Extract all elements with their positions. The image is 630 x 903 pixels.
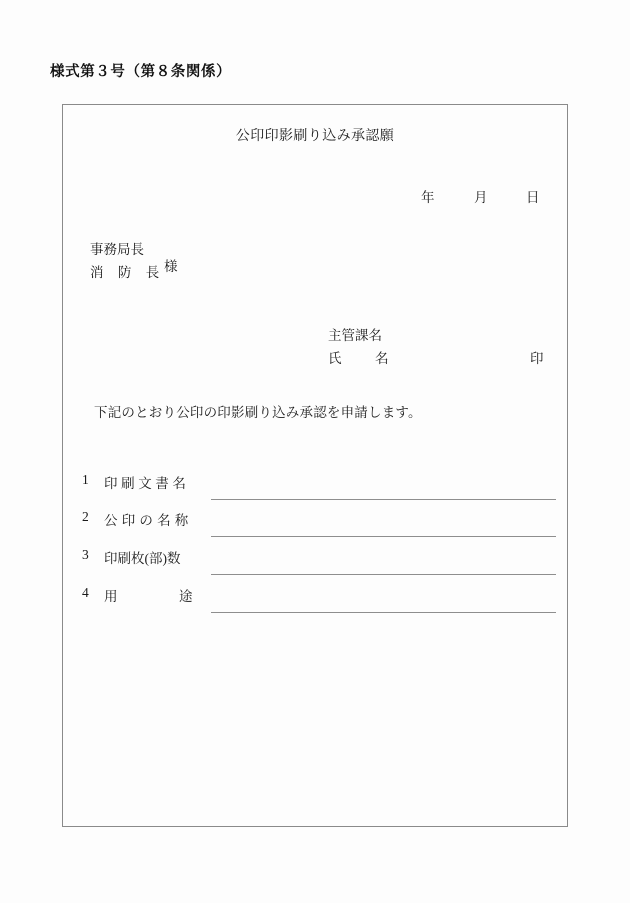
applicant-department-label: 主管課名 bbox=[328, 328, 382, 343]
item-write-in-rule[interactable] bbox=[211, 499, 556, 500]
item-write-in-rule[interactable] bbox=[211, 574, 556, 575]
item-write-in-rule[interactable] bbox=[211, 536, 556, 537]
date-year-label: 年 bbox=[421, 190, 435, 205]
item-label: 用 途 bbox=[104, 589, 217, 604]
date-month-label: 月 bbox=[474, 190, 488, 205]
addressee-honorific: 様 bbox=[164, 259, 178, 274]
page-title: 公印印影刷り込み承認願 bbox=[235, 129, 395, 144]
body-statement: 下記のとおり公印の印影刷り込み承認を申請します。 bbox=[94, 405, 422, 420]
form-border-box bbox=[62, 104, 568, 827]
list-item bbox=[63, 509, 567, 547]
list-item bbox=[63, 472, 567, 510]
item-write-in-rule[interactable] bbox=[211, 612, 556, 613]
item-label: 印刷文書名 bbox=[104, 476, 190, 491]
applicant-block bbox=[328, 324, 399, 370]
item-label: 公印の名称 bbox=[104, 513, 193, 528]
applicant-name-label: 氏 名 bbox=[328, 351, 399, 366]
addressee-line-fire-chief: 消 防 長 bbox=[90, 265, 165, 280]
item-number: 4 bbox=[82, 585, 89, 600]
seal-mark: 印 bbox=[530, 351, 544, 366]
item-label: 印刷枚(部)数 bbox=[104, 551, 181, 566]
addressee-block bbox=[90, 238, 165, 284]
item-number: 3 bbox=[82, 547, 89, 562]
item-number: 2 bbox=[82, 509, 89, 524]
date-day-label: 日 bbox=[526, 190, 540, 205]
date-row bbox=[63, 186, 567, 208]
list-item bbox=[63, 547, 567, 585]
list-item bbox=[63, 585, 567, 623]
form-number-heading: 様式第３号（第８条関係） bbox=[50, 64, 232, 80]
item-number: 1 bbox=[82, 472, 89, 487]
addressee-line-secretary-general: 事務局長 bbox=[90, 242, 144, 257]
